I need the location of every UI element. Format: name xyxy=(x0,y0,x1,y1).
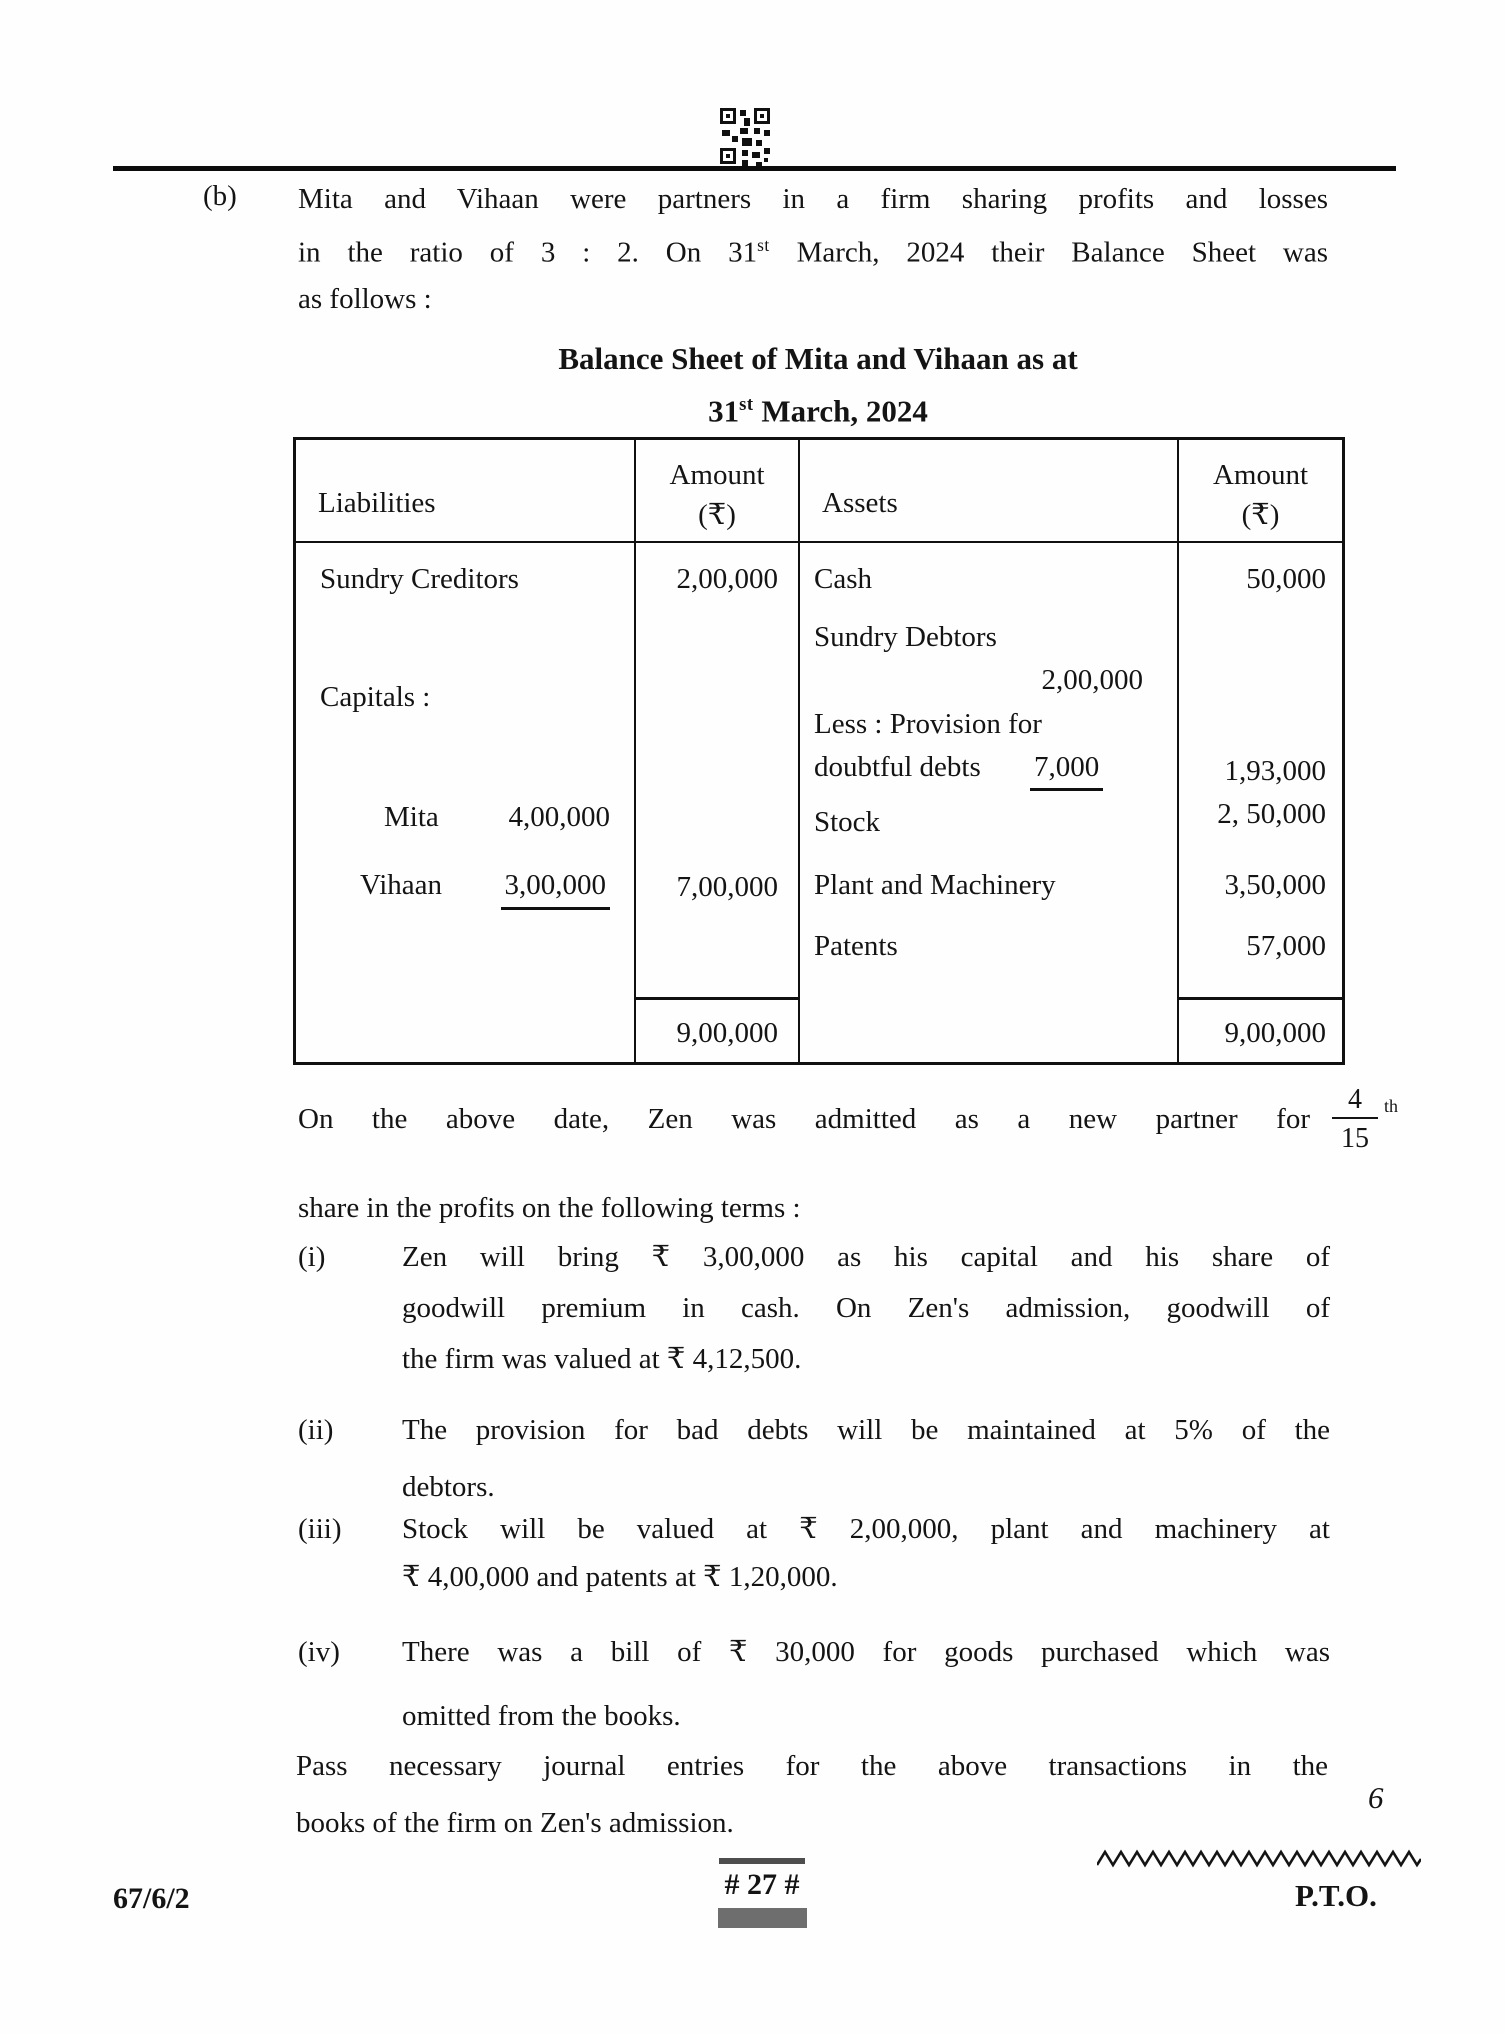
term-text: Stock will be valued at ₹ 2,00,000, plant and machinery at ₹ 4,00,000 and patents at ₹ 1,20,000. xyxy=(402,1513,1330,1593)
gray-rect-bottom xyxy=(718,1908,807,1928)
rupee-symbol: (₹) xyxy=(698,498,736,531)
qr-code-icon xyxy=(720,108,770,168)
capital-vihaan-row: Vihaan 3,00,000 xyxy=(360,869,610,910)
assets-total: 9,00,000 xyxy=(1224,1017,1326,1049)
header-liabilities: Liabilities xyxy=(318,487,436,519)
term-text: Zen will bring ₹ 3,00,000 as his capital and his share of goodwill premium in cash. On Zen's admission, goodwill of the firm was valued at ₹ 4,12,500. xyxy=(402,1241,1330,1375)
intro-line-2: in the ratio of 3 : 2. On 31st March, 2024 their Balance Sheet was xyxy=(298,235,1328,269)
ordinal-superscript: st xyxy=(757,235,770,255)
liabilities-total-cell xyxy=(636,997,798,1062)
table-header-row xyxy=(296,440,1342,543)
term-number: (i) xyxy=(298,1241,326,1273)
amount-plant: 3,50,000 xyxy=(1224,869,1326,901)
gray-bar-top xyxy=(719,1858,805,1864)
table-body xyxy=(296,543,1342,1062)
pto-label: P.T.O. xyxy=(1295,1878,1377,1913)
question-intro xyxy=(298,176,1328,322)
term-item-iii xyxy=(298,1505,1330,1601)
amount-cash: 50,000 xyxy=(1246,563,1326,595)
amount-patents: 57,000 xyxy=(1246,930,1326,962)
amount-liabilities-column xyxy=(634,543,798,1062)
paper-code: 67/6/2 xyxy=(113,1882,190,1915)
balance-sheet-title-line1: Balance Sheet of Mita and Vihaan as at xyxy=(558,341,1078,376)
fraction-suffix: th xyxy=(1384,1096,1398,1116)
assets-total-cell xyxy=(1179,997,1342,1062)
intro-line-1: Mita and Vihaan were partners in a firm sharing profits and losses xyxy=(298,183,1328,215)
term-number: (iii) xyxy=(298,1513,342,1545)
liabilities-total: 9,00,000 xyxy=(676,1017,778,1049)
less-provision-line1: Less : Provision for xyxy=(814,708,1042,740)
liability-sundry-creditors: Sundry Creditors xyxy=(320,563,519,595)
question-label: (b) xyxy=(203,180,237,212)
amount-debtors-net: 1,93,000 xyxy=(1224,755,1326,787)
balance-sheet-title-line2: 31st March, 2024 xyxy=(708,393,928,429)
header-amount-assets: Amount (₹) xyxy=(1177,440,1342,541)
admission-paragraph-line1: On the above date, Zen was admitted as a new partner for $\frac{4}{15}$ th xyxy=(298,1084,1398,1154)
asset-stock: Stock xyxy=(814,806,881,838)
amount-capitals-total: 7,00,000 xyxy=(676,871,778,903)
term-item-i xyxy=(298,1232,1330,1385)
capital-mita-row: Mita 4,00,000 xyxy=(384,801,610,833)
page-marker: # 27 # xyxy=(724,1868,800,1901)
amount-sundry-creditors: 2,00,000 xyxy=(676,563,778,595)
share-fraction: $\frac{4}{15}$ xyxy=(1332,1082,1378,1156)
asset-patents: Patents xyxy=(814,930,898,962)
header-amount-liabilities: Amount (₹) xyxy=(634,440,798,541)
rupee-symbol: (₹) xyxy=(1241,498,1280,531)
balance-sheet-table xyxy=(293,437,1345,1065)
asset-cash: Cash xyxy=(814,563,872,595)
page-marker-block xyxy=(712,1858,812,1928)
term-number: (ii) xyxy=(298,1414,334,1446)
term-item-ii xyxy=(298,1402,1330,1516)
term-text: The provision for bad debts will be maintained at 5% of the debtors. xyxy=(402,1414,1330,1503)
balance-sheet-title xyxy=(293,336,1343,434)
assets-column xyxy=(798,543,1177,1062)
amount-stock: 2, 50,000 xyxy=(1217,798,1326,830)
admission-paragraph-line2: share in the profits on the following terms : xyxy=(298,1192,801,1224)
asset-plant: Plant and Machinery xyxy=(814,869,1056,901)
term-number: (iv) xyxy=(298,1636,340,1668)
marks-value: 6 xyxy=(1368,1780,1384,1815)
ordinal-superscript: st xyxy=(739,394,754,415)
liability-capitals: Capitals : xyxy=(320,681,431,713)
header-assets: Assets xyxy=(798,440,1177,541)
liabilities-column xyxy=(296,543,634,1062)
asset-sundry-debtors: Sundry Debtors xyxy=(814,621,997,653)
provision-value: 7,000 xyxy=(1030,751,1103,791)
debtors-gross-value: 2,00,000 xyxy=(1041,664,1143,696)
amount-assets-column xyxy=(1177,543,1342,1062)
zigzag-divider xyxy=(1097,1849,1421,1869)
less-provision-line2: doubtful debts 7,000 xyxy=(814,751,1103,784)
term-text: There was a bill of ₹ 30,000 for goods purchased which was omitted from the books. xyxy=(402,1636,1330,1732)
closing-instruction: Pass necessary journal entries for the above transactions in the books of the firm on Zen's admission. xyxy=(296,1750,1328,1839)
term-item-iv xyxy=(298,1620,1330,1748)
intro-line-3: as follows : xyxy=(298,282,432,315)
top-rule-divider xyxy=(113,166,1396,171)
